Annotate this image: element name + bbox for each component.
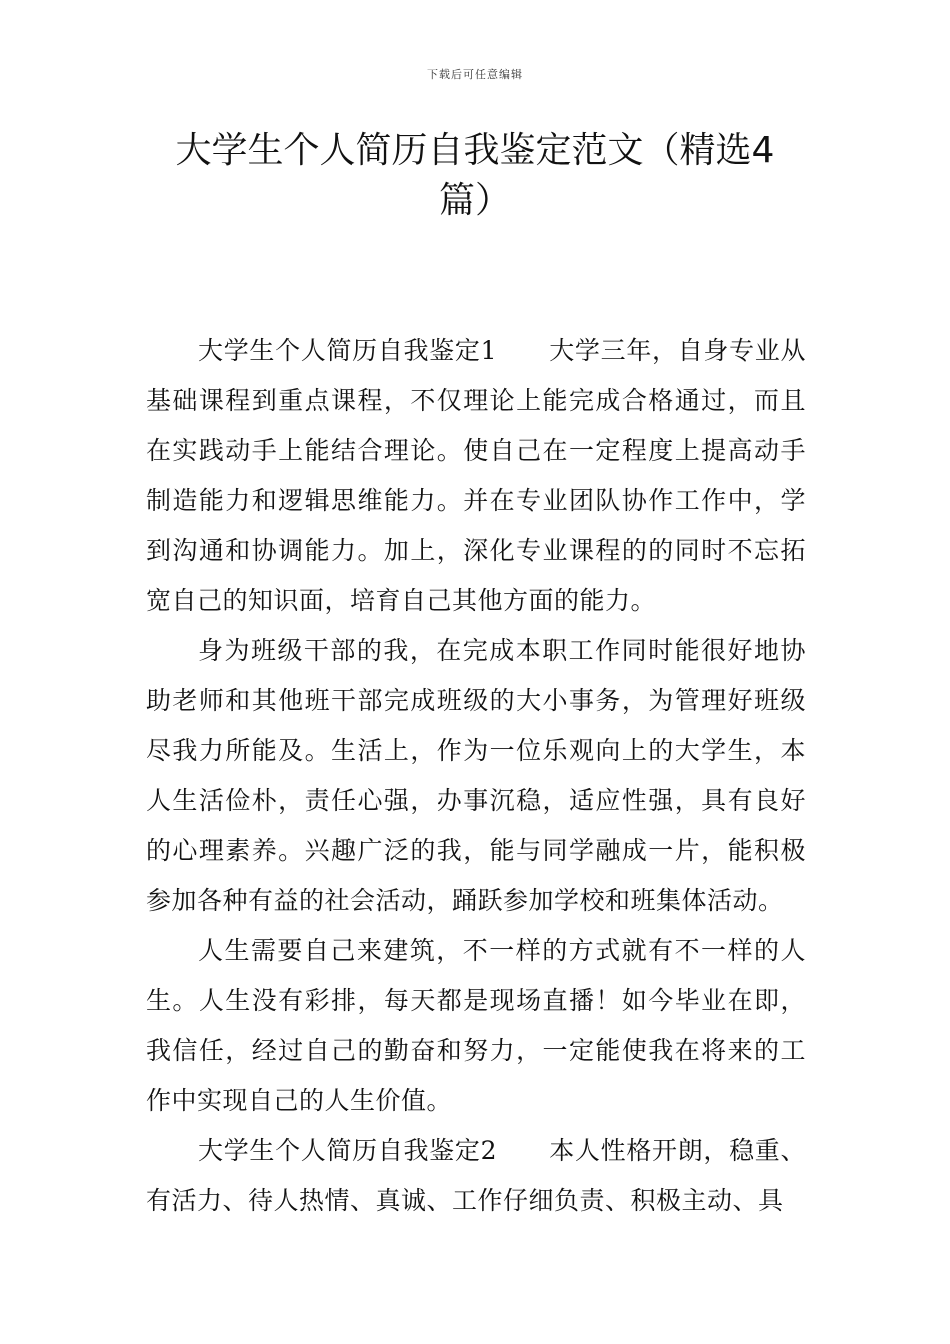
paragraph-3 [146,926,806,1126]
paragraph-1-text: 大学三年，自身专业从基础课程到重点课程，不仅理论上能完成合格通过，而且在实践动手上能结合理论。使自己在一定程度上提高动手制造能力和逻辑思维能力。并在专业团队协作工作中，学到沟通和协调能力。加上，深化专业课程的的同时不忘拓宽自己的知识面，培育自己其他方面的能力。 [146,336,806,615]
document-title: 大学生个人简历自我鉴定范文（精选4篇） [175,130,775,221]
section-heading-1: 大学生个人简历自我鉴定1 [198,336,498,365]
paragraph-2-text: 身为班级干部的我，在完成本职工作同时能很好地协助老师和其他班干部完成班级的大小事务，为管理好班级尽我力所能及。生活上，作为一位乐观向上的大学生，本人生活俭朴，责任心强，办事沉稳，适应性强，具有良好的心理素养。兴趣广泛的我，能与同学融成一片，能积极参加各种有益的社会活动，踊跃参加学校和班集体活动。 [146,636,806,915]
paragraph-4 [146,1126,806,1226]
paragraph-3-text: 人生需要自己来建筑，不一样的方式就有不一样的人生。人生没有彩排，每天都是现场直播！如今毕业在即，我信任，经过自己的勤奋和努力，一定能使我在将来的工作中实现自己的人生价值。 [146,936,806,1115]
paragraph-1 [146,326,806,626]
paragraph-4-text: 本人性格开朗，稳重、有活力、待人热情、真诚、工作仔细负责、积极主动、具 [146,1136,806,1215]
section-heading-2: 大学生个人简历自我鉴定2 [198,1136,498,1165]
paragraph-2 [146,626,806,926]
document-body [146,326,806,1226]
header-note: 下载后可任意编辑 [427,68,523,81]
